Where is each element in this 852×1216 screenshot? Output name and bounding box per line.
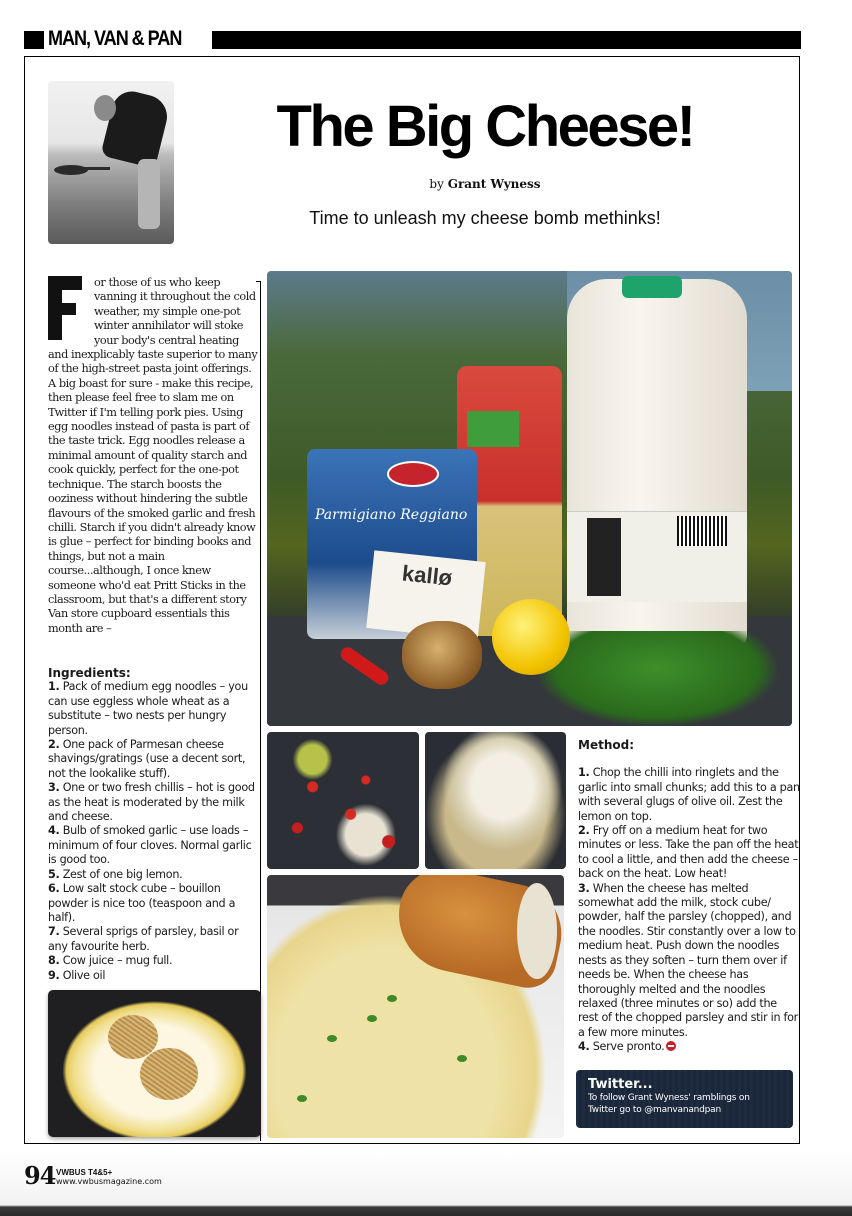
parsley bbox=[537, 631, 777, 726]
ingredient-item bbox=[48, 954, 260, 968]
parsley-garnish bbox=[297, 1095, 307, 1102]
author-photo bbox=[48, 81, 174, 244]
dropcap-mid-bar bbox=[48, 303, 76, 315]
byline-prefix: by bbox=[429, 177, 448, 191]
cheese-melting-photo bbox=[425, 732, 566, 869]
milk-label-logo bbox=[587, 518, 621, 596]
method-step bbox=[578, 766, 800, 824]
section-bar-right bbox=[212, 31, 801, 49]
publication-url[interactable]: www.vwbusmagazine.com bbox=[56, 1177, 162, 1186]
ingredient-text: Zest of one big lemon. bbox=[59, 867, 183, 881]
method-list bbox=[578, 738, 800, 1055]
step-text: Serve pronto. bbox=[589, 1040, 665, 1054]
twitter-handle-text[interactable]: To follow Grant Wyness' ramblings on Twitter go to @manvanandpan bbox=[588, 1093, 750, 1115]
barcode bbox=[677, 516, 727, 546]
dropcap-top-bar bbox=[48, 276, 82, 290]
stock-cube-label: kallø bbox=[400, 560, 454, 591]
method-step bbox=[578, 824, 800, 882]
step-number: 4. bbox=[578, 1040, 590, 1054]
publication-name: VWBUS T4&5+ bbox=[56, 1168, 113, 1177]
ingredients-heading: Ingredients: bbox=[48, 666, 131, 680]
section-title: MAN, VAN & PAN bbox=[48, 27, 182, 50]
ingredient-item bbox=[48, 738, 260, 781]
ingredient-text: Pack of medium egg noodles – you can use eggless whole wheat as a substitute – two nests per hungry person. bbox=[48, 680, 248, 737]
page-number: 94 bbox=[24, 1161, 56, 1190]
method-step bbox=[578, 882, 800, 1040]
section-bar-left bbox=[24, 31, 44, 49]
chilli-garlic-photo bbox=[267, 732, 419, 869]
twitter-title: Twitter... bbox=[588, 1077, 653, 1092]
frying-pan bbox=[54, 165, 88, 175]
ingredient-item bbox=[48, 925, 260, 954]
ingredient-text: Bulb of smoked garlic – use loads – minimum of four cloves. Normal garlic is good too. bbox=[48, 824, 252, 867]
ingredient-number: 8. bbox=[48, 954, 60, 968]
ingredient-item bbox=[48, 868, 260, 882]
ingredient-number: 9. bbox=[48, 968, 60, 982]
article-title: The Big Cheese! bbox=[276, 94, 694, 159]
byline bbox=[300, 177, 670, 191]
finished-dish-photo bbox=[267, 875, 564, 1138]
milk-label bbox=[567, 511, 747, 602]
spacer bbox=[578, 752, 800, 766]
parsley-garnish bbox=[387, 995, 397, 1002]
dropcap bbox=[48, 276, 88, 340]
step-number: 1. bbox=[578, 766, 590, 780]
ingredient-text: One or two fresh chillis – hot is good as the heat is moderated by the milk and cheese. bbox=[48, 781, 255, 824]
ingredients-photo bbox=[267, 271, 792, 726]
parsley-garnish bbox=[367, 1015, 377, 1022]
ingredient-number: 4. bbox=[48, 824, 60, 838]
parmesan-brand-logo bbox=[387, 461, 439, 487]
ingredient-item bbox=[48, 969, 260, 983]
ingredient-text: Olive oil bbox=[59, 968, 106, 982]
noodles-in-pan-photo bbox=[48, 990, 261, 1137]
step-text: Chop the chilli into ringlets and the garlic into small chunks; add this to a pan with several glugs of olive oil. Zest the lemon on top. bbox=[578, 766, 800, 823]
parsley-garnish bbox=[327, 1035, 337, 1042]
milk-cap bbox=[622, 276, 682, 298]
ingredient-number: 1. bbox=[48, 680, 60, 694]
bread-crumb-face bbox=[517, 883, 557, 979]
noodles-label bbox=[467, 411, 519, 447]
intro-paragraph bbox=[48, 276, 260, 636]
ingredient-text: Several sprigs of parsley, basil or any favourite herb. bbox=[48, 925, 239, 953]
step-text: When the cheese has melted somewhat add the milk, stock cube/ powder, half the parsley (chopped), and the noodles. Stir constantly over a low to medium heat. Push down the noodles nests as they soften – turn them over if needs be. When the cheese has thoroughly melted and the noodles relaxed (three minutes or so) add the rest of the chopped parsley and stir in for a few more minutes. bbox=[578, 881, 798, 1039]
parmesan-label: Parmigiano Reggiano bbox=[315, 507, 468, 523]
twitter-callout bbox=[576, 1070, 793, 1128]
pan-handle bbox=[84, 167, 110, 170]
intro-text: or those of us who keep vanning it throughout the cold weather, my simple one-pot winter annihilator will stoke your body's central heating and inexplicably taste superior to many of the high-street pasta joint offerings. A big boast for sure - make this recipe, then please feel free to slam me on Twitter if I'm telling pork pies. Using egg noodles instead of pasta is part of the taste trick. Egg noodles release a minimal amount of quality starch and cook quickly, perfect for the one-pot technique. The starch boosts the ooziness without hindering the subtle flavours of the smoked garlic and fresh chilli. Starch if you didn't already know is glue – perfect for binding books and things, but not a main course...although, I once knew someone who'd eat Pritt Sticks in the classroom, but that's a different story Van store cupboard essentials this month are – bbox=[48, 276, 258, 635]
step-text: Fry off on a medium heat for two minutes or less. Take the pan off the heat to cool a little, and then add the cheese – back on the heat. Low heat! bbox=[578, 824, 799, 881]
ingredient-item bbox=[48, 882, 260, 925]
smoked-garlic bbox=[402, 621, 482, 689]
ingredient-item bbox=[48, 680, 260, 738]
noodle-nest bbox=[140, 1048, 198, 1100]
step-number: 3. bbox=[578, 881, 590, 895]
ingredient-text: Cow juice – mug full. bbox=[59, 954, 173, 968]
author-head bbox=[94, 95, 116, 121]
parsley-garnish bbox=[457, 1055, 467, 1062]
ingredient-item bbox=[48, 824, 260, 867]
ingredient-number: 5. bbox=[48, 867, 60, 881]
ingredient-text: Low salt stock cube – bouillon powder is nice too (teaspoon and a half). bbox=[48, 882, 236, 924]
ingredient-text: One pack of Parmesan cheese shavings/gratings (use a decent sort, not the lookalike stuff). bbox=[48, 738, 246, 780]
ingredient-number: 6. bbox=[48, 882, 60, 896]
ingredient-number: 3. bbox=[48, 781, 60, 795]
ingredient-number: 2. bbox=[48, 738, 60, 752]
method-step bbox=[578, 1040, 800, 1054]
author-legs bbox=[138, 159, 160, 229]
ingredients-list bbox=[48, 666, 260, 983]
step-number: 2. bbox=[578, 824, 590, 838]
end-of-article-icon bbox=[666, 1041, 676, 1051]
ingredient-number: 7. bbox=[48, 925, 60, 939]
method-heading: Method: bbox=[578, 738, 634, 752]
lemon bbox=[492, 599, 570, 675]
ingredient-item bbox=[48, 781, 260, 824]
author-name: Grant Wyness bbox=[447, 177, 541, 191]
standfirst: Time to unleash my cheese bomb methinks! bbox=[309, 208, 661, 228]
